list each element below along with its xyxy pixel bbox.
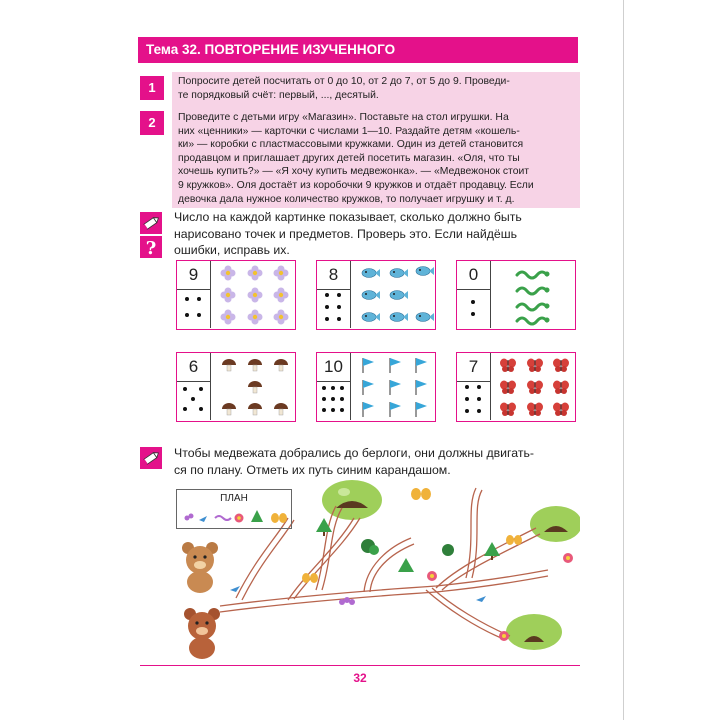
fish-icon — [362, 313, 380, 322]
exercise-2-line: ся по плану. Отметь их путь синим карандашом. — [174, 462, 451, 477]
flower-icon — [499, 631, 509, 641]
flower-icon — [221, 310, 236, 325]
bush-icon — [442, 544, 454, 556]
dot — [477, 397, 481, 401]
dot — [185, 313, 189, 317]
card-dots — [457, 381, 491, 420]
flag-icon — [363, 402, 374, 417]
card-number: 8 — [317, 261, 351, 290]
card-dots — [177, 289, 211, 328]
tree-icon — [251, 510, 263, 522]
dot — [471, 312, 475, 316]
flag-icon — [416, 380, 427, 395]
card-number: 9 — [177, 261, 211, 290]
butterfly-icon — [411, 488, 431, 500]
counting-card — [316, 260, 436, 330]
mushroom-icon — [248, 359, 262, 371]
card-number: 10 — [317, 353, 351, 382]
butterfly-icon — [500, 359, 516, 373]
snake-icon — [517, 318, 550, 325]
task-1-line: те порядковый счёт: первый, ..., десятый. — [178, 89, 379, 101]
fish-icon — [390, 291, 408, 300]
flower-icon — [248, 288, 263, 303]
flag-icon — [390, 380, 401, 395]
caterpillar-icon — [185, 514, 194, 521]
worm-icon — [215, 516, 231, 520]
flower-icon — [221, 266, 236, 281]
snake-icon — [517, 272, 550, 279]
dot — [322, 386, 326, 390]
card-items — [491, 353, 575, 420]
exercise-1-line: ошибки, исправь их. — [174, 243, 290, 257]
flower-icon — [248, 310, 263, 325]
mushroom-icon — [222, 359, 236, 371]
butterfly-icon — [500, 403, 516, 417]
butterfly-icon — [553, 403, 569, 417]
dot — [337, 317, 341, 321]
dot — [325, 317, 329, 321]
exercise-1-line: нарисовано точек и предметов. Проверь это. Если найдёшь — [174, 226, 517, 241]
card-items — [351, 261, 435, 328]
flower-icon — [235, 514, 244, 523]
fish-icon — [362, 269, 380, 278]
task-number-2: 2 — [140, 111, 164, 135]
plan-label: ПЛАН — [220, 493, 248, 504]
bird-icon — [230, 586, 240, 592]
card-items — [491, 261, 575, 328]
flower-icon — [427, 571, 437, 581]
fish-icon — [390, 313, 408, 322]
card-dots — [317, 289, 351, 328]
plan-legend — [176, 489, 292, 529]
dot — [337, 305, 341, 309]
flag-icon — [416, 358, 427, 373]
dot — [322, 397, 326, 401]
card-items — [351, 353, 435, 420]
dot — [465, 409, 469, 413]
mushroom-icon — [248, 381, 262, 393]
butterfly-icon — [506, 535, 522, 545]
tree-icon — [484, 542, 500, 560]
mushroom-icon — [248, 403, 262, 415]
card-number: 0 — [457, 261, 491, 290]
dot — [477, 409, 481, 413]
exercise-2-text — [174, 445, 580, 478]
dot — [465, 397, 469, 401]
counting-card — [176, 352, 296, 422]
task-text-2 — [172, 108, 580, 208]
exercise-1-text — [174, 209, 580, 259]
card-number: 7 — [457, 353, 491, 382]
dot — [325, 305, 329, 309]
bird-icon — [476, 596, 486, 602]
task-2-line: девочка дала нужное количество кружков, то получает игрушку и т. д. — [178, 193, 515, 205]
counting-card — [176, 260, 296, 330]
task-2-line: хочешь купить?» — «Я хочу купить медвежонка». — «Медвежонок стоит — [178, 166, 530, 178]
card-dots — [457, 289, 491, 328]
fish-icon — [362, 291, 380, 300]
flower-icon — [274, 288, 289, 303]
butterfly-icon — [527, 381, 543, 395]
counting-card — [456, 260, 576, 330]
footer-line — [140, 665, 580, 666]
snake-icon — [517, 304, 550, 311]
task-2-line: них «ценники» — карточки с числами 1—10. Раздайте детям «кошель- — [178, 125, 520, 137]
flag-icon — [390, 402, 401, 417]
snake-icon — [517, 288, 550, 295]
butterfly-icon — [553, 359, 569, 373]
flower-icon — [274, 266, 289, 281]
dot — [322, 408, 326, 412]
dot — [183, 407, 187, 411]
svg-text:?: ? — [145, 238, 157, 258]
mushroom-icon — [274, 403, 288, 415]
task-number-1: 1 — [140, 76, 164, 100]
flag-icon — [363, 380, 374, 395]
dot — [199, 407, 203, 411]
exercise-1-line: Число на каждой картинке показывает, сколько должно быть — [174, 210, 522, 224]
task-2-line: 9 кружков». Оля достаёт из коробочки 9 кружков и отдаёт продавцу. Если — [178, 179, 534, 191]
dot — [185, 297, 189, 301]
page-title: Тема 32. ПОВТОРЕНИЕ ИЗУЧЕННОГО — [138, 37, 578, 63]
question-icon — [140, 236, 162, 258]
dot — [340, 386, 344, 390]
task-text-1 — [172, 72, 580, 108]
dot — [465, 385, 469, 389]
card-dots — [177, 381, 211, 420]
dot — [325, 293, 329, 297]
bird-icon — [199, 516, 207, 522]
flag-icon — [363, 358, 374, 373]
dot — [191, 397, 195, 401]
bush-icon — [361, 539, 379, 555]
fish-icon — [416, 267, 434, 276]
flower-icon — [248, 266, 263, 281]
exercise-2-line: Чтобы медвежата добрались до берлоги, они должны двигать- — [174, 446, 534, 460]
dot — [471, 300, 475, 304]
pencil-icon — [140, 447, 162, 469]
bear-icon — [184, 608, 220, 659]
task-1-line: Попросите детей посчитать от 0 до 10, от 2 до 7, от 5 до 9. Проведи- — [178, 76, 510, 87]
fish-icon — [416, 313, 434, 322]
butterfly-icon — [302, 573, 318, 583]
pencil-icon — [140, 212, 162, 234]
task-2-line: ки» — коробки с пластмассовыми кружками. Один из детей становится — [178, 139, 524, 151]
dot — [331, 397, 335, 401]
flower-icon — [563, 553, 573, 563]
mushroom-icon — [222, 403, 236, 415]
butterfly-icon — [271, 513, 287, 523]
butterfly-icon — [553, 381, 569, 395]
flower-icon — [221, 288, 236, 303]
dot — [331, 408, 335, 412]
flower-icon — [274, 310, 289, 325]
butterfly-icon — [500, 381, 516, 395]
card-number: 6 — [177, 353, 211, 382]
counting-card — [316, 352, 436, 422]
bear-den-icon — [530, 506, 580, 542]
mushroom-icon — [274, 359, 288, 371]
task-2-line: продавцом и приглашает других детей посетить магазин. «Оля, что ты — [178, 152, 520, 164]
dot — [183, 387, 187, 391]
counting-card — [456, 352, 576, 422]
bear-den-icon — [322, 480, 382, 520]
butterfly-icon — [527, 359, 543, 373]
dot — [197, 297, 201, 301]
dot — [337, 293, 341, 297]
bear-den-icon — [506, 614, 562, 650]
card-items — [211, 261, 295, 328]
dot — [197, 313, 201, 317]
fish-icon — [390, 269, 408, 278]
butterfly-icon — [527, 403, 543, 417]
page-edge — [623, 0, 624, 720]
page-number: 32 — [353, 671, 367, 685]
flag-icon — [416, 402, 427, 417]
card-items — [211, 353, 295, 420]
dot — [199, 387, 203, 391]
bear-icon — [182, 542, 218, 593]
tree-icon — [398, 558, 414, 572]
card-dots — [317, 381, 351, 420]
dot — [340, 408, 344, 412]
dot — [331, 386, 335, 390]
dot — [340, 397, 344, 401]
task-2-line: Проведите с детьми игру «Магазин». Поставьте на стол игрушки. На — [178, 112, 509, 123]
dot — [477, 385, 481, 389]
flag-icon — [390, 358, 401, 373]
